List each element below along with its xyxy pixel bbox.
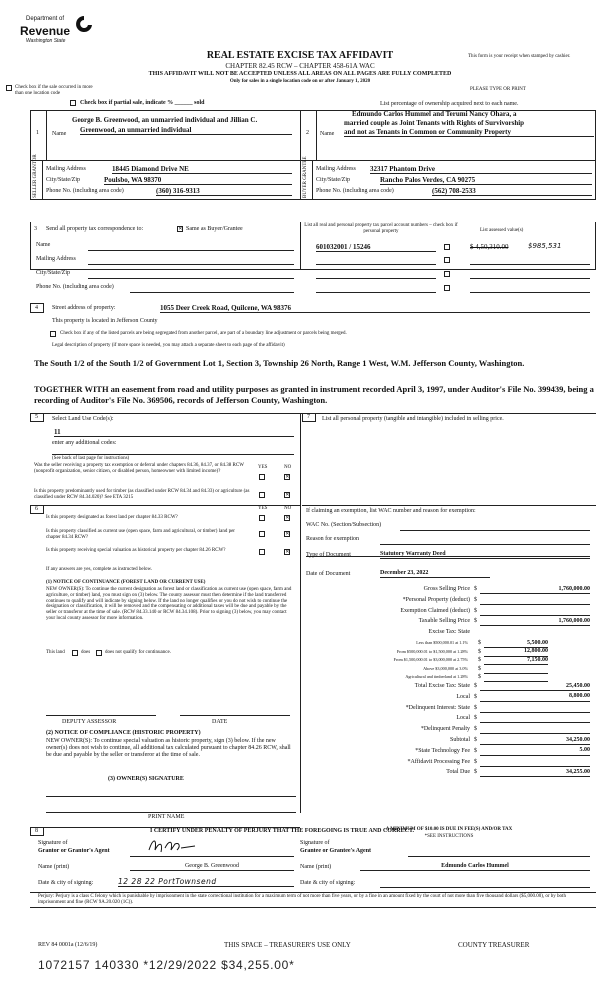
- additional-codes-label: enter any additional codes:: [52, 440, 117, 446]
- section4-num: 4: [35, 305, 38, 311]
- parcel-personal-checkbox-4[interactable]: [444, 285, 450, 291]
- buyer-name-line2[interactable]: married couple as Joint Tenants with Rights of Survivorship: [344, 119, 525, 127]
- buyer-phone-label: Phone No. (including area code): [316, 188, 394, 194]
- s5-question-1: Was the seller receiving a property tax exemption or deferral under chapters 84.36, 84.37, or 84.38 RCW (nonprofit organization, senior citizen, or disabled person, homeowner with limited income)?: [34, 463, 244, 474]
- buyer-city-label: City/State/Zip: [316, 177, 350, 183]
- s6-yes-header: YES: [258, 506, 268, 511]
- s6-if-yes: If any answers are yes, complete as instructed below.: [46, 567, 153, 572]
- see-instructions-note: *SEE INSTRUCTIONS: [424, 834, 474, 839]
- s6-question-2: Is this property classified as current use (open space, farm and agricultural, or timber) land per chapter 84.34 RCW?: [46, 529, 235, 540]
- parcel-personal-checkbox-1[interactable]: [444, 244, 450, 250]
- tax-tier5-label: Agricultural and timberland at 1.28%: [405, 674, 468, 680]
- tax-delinq-int-state-dollar: $: [474, 704, 477, 711]
- deputy-date-label: DATE: [212, 719, 228, 725]
- section6-num: 6: [35, 506, 38, 512]
- buyer-phone-value[interactable]: (562) 708-2533: [432, 187, 592, 196]
- section5-num: 5: [35, 414, 38, 420]
- seller-mail-label: Mailing Address: [46, 166, 86, 172]
- tax-tier2-dollar: $: [478, 648, 481, 655]
- same-as-buyer-checkbox[interactable]: [177, 226, 183, 232]
- tax-tier3-dollar: $: [478, 657, 481, 664]
- seller-section-num: 1: [36, 130, 39, 136]
- s6-q1-no-checkbox[interactable]: [284, 515, 290, 521]
- tax-tier1-label: Less than $500,000.01 at 1.1%: [416, 640, 468, 645]
- s6-q2-no-checkbox[interactable]: [284, 531, 290, 537]
- tax-personal-dollar: $: [474, 596, 477, 603]
- tax-affidavit-fee-label: *Affidavit Processing Fee: [407, 758, 470, 765]
- s3-phone-label: Phone No. (including area code): [36, 284, 114, 290]
- grantor-sig-label2: Grantor or Grantor's Agent: [38, 848, 110, 854]
- tax-local-dollar: $: [474, 693, 477, 700]
- buyer-name-label: Name: [320, 131, 335, 137]
- tax-tier2-label: From $500,000.01 to $1,500,000 at 1.28%: [396, 648, 468, 654]
- grantor-signature[interactable]: [145, 836, 205, 856]
- seller-phone-value[interactable]: (360) 316-9313: [156, 187, 292, 196]
- tax-personal-label: *Personal Property (deduct): [402, 596, 470, 603]
- s3-name-label: Name: [36, 242, 51, 248]
- parcel-header: List all real and personal property tax parcel account numbers – check box if personal property: [304, 223, 458, 234]
- legal-description-1[interactable]: The South 1/2 of the South 1/2 of Government Lot 1, Section 3, Township 26 North, Range 1 West, W.M. Jefferson County, Washington.: [34, 358, 525, 368]
- dor-dept-line1: Department of: [26, 16, 65, 22]
- street-address-value[interactable]: 1055 Deer Creek Road, Quilcene, WA 98376: [160, 304, 590, 313]
- land-does-not-checkbox[interactable]: [96, 650, 102, 656]
- tax-affidavit-fee-dollar: $: [474, 758, 477, 765]
- seller-name-label: Name: [52, 131, 67, 137]
- grantee-name-print[interactable]: Edmundo Carlos Hummel: [360, 863, 590, 871]
- form-warning: THIS AFFIDAVIT WILL NOT BE ACCEPTED UNLESS ALL AREAS ON ALL PAGES ARE FULLY COMPLETED: [148, 71, 452, 77]
- rev-number: REV 84 0001a (12/6/19): [38, 942, 98, 948]
- print-name-label: PRINT NAME: [148, 814, 185, 820]
- s6-question-1: Is this property designated as forest land per chapter 84.33 RCW?: [46, 515, 178, 520]
- buyer-section-num: 2: [306, 130, 309, 136]
- buyer-side-label: BUYER GRANTEE: [303, 156, 308, 198]
- street-address-label: Street address of property:: [52, 305, 116, 311]
- grantor-date-city-label: Date & city of signing:: [38, 880, 94, 886]
- dor-logo: [14, 14, 96, 50]
- pct-ownership-label: List percentage of ownership acquired next to each name.: [380, 101, 519, 107]
- legal-desc-label: Legal description of property (if more space is needed, you may attach a separate sheet to each page of the affidavit): [52, 343, 285, 348]
- tax-delinq-int-local-dollar: $: [474, 715, 477, 722]
- wac-no-label: WAC No. (Section/Subsection): [306, 522, 382, 528]
- s5-q2-no-checkbox[interactable]: [284, 492, 290, 498]
- s3-city-label: City/State/Zip: [36, 270, 70, 276]
- seller-mail-value[interactable]: 18445 Diamond Drive NE: [112, 165, 292, 174]
- form-title: REAL ESTATE EXCISE TAX AFFIDAVIT: [206, 50, 394, 61]
- grantor-name-print[interactable]: George B. Greenwood: [130, 863, 294, 871]
- tax-delinq-int-state-label: *Delinquent Interest: State: [405, 704, 470, 711]
- grantee-date-city-label: Date & city of signing:: [300, 880, 356, 886]
- seller-city-label: City/State/Zip: [46, 177, 80, 183]
- tax-tier4-label: Above $3,000,000 at 3.0%: [423, 665, 468, 671]
- assessed-header: List assessed value(s): [480, 228, 524, 233]
- section8-num: 8: [35, 828, 38, 834]
- buyer-mail-value[interactable]: 32317 Phantom Drive: [370, 165, 592, 174]
- buyer-name-line3[interactable]: and not as Tenants in Common or Community Property: [344, 128, 594, 137]
- tax-delinq-pen-label: *Delinquent Penalty: [420, 726, 470, 733]
- segregate-checkbox[interactable]: [50, 331, 56, 337]
- doc-date-value[interactable]: December 23, 2022: [380, 570, 490, 578]
- tax-taxable-dollar: $: [474, 618, 477, 625]
- tax-total-state-dollar: $: [474, 683, 477, 689]
- buyer-mail-label: Mailing Address: [316, 166, 356, 172]
- grantor-sig-label1: Signature of: [38, 840, 68, 846]
- see-back-label: (See back of last page for instructions): [52, 456, 130, 461]
- noc1-text: NEW OWNER(S): To continue the current designation as forest land or classification as current use (open space, farm and agriculture, or timber) land, you must sign on (3) below. The county assessor must then determine if the land transferred continues to qualify and will indicate by signing below. If the land no longer qualifies or you do not wish to continue the designation or classification, it will be removed and the compensating or additional taxes will be due and payable by the seller or transferor at the time of sale. (RCW 84.33.140 or RCW 84.34.108). Prior to signing (3) below, you may contact your local county assessor for more information.: [46, 587, 292, 621]
- doc-date-label: Date of Document: [306, 571, 351, 577]
- same-as-buyer-label: Same as Buyer/Grantee: [186, 226, 243, 232]
- parcel-value[interactable]: 601032001 / 15246: [316, 243, 436, 252]
- minimum-fee-note: A MINIMUM OF $10.00 IS DUE IN FEE(S) AND/OR TAX: [385, 827, 513, 832]
- tax-subtotal-dollar: $: [474, 737, 477, 743]
- dor-dept-line3: Washington State: [26, 38, 66, 44]
- assessed-value[interactable]: $985,531: [528, 242, 562, 250]
- s3-mail-label: Mailing Address: [36, 256, 76, 262]
- seller-side-label: SELLER GRANTOR: [33, 154, 38, 198]
- noc2-title: (2) NOTICE OF COMPLIANCE (HISTORIC PROPERTY): [46, 730, 201, 736]
- this-land-label: This land: [46, 650, 65, 655]
- tax-taxable-label: Taxable Selling Price: [418, 618, 470, 625]
- certify-statement: I CERTIFY UNDER PENALTY OF PERJURY THAT THE FOREGOING IS TRUE AND CORRECT.: [150, 828, 415, 834]
- tax-local-amount[interactable]: 8,800.00: [569, 693, 590, 700]
- s5-q1-yes-checkbox[interactable]: [259, 474, 265, 480]
- receipt-note: This form is your receipt when stamped by cashier.: [468, 54, 571, 59]
- s6-question-3: Is this property receiving special valuation as historical property per chapter 84.26 RCW?: [46, 548, 226, 553]
- type-or-print: PLEASE TYPE OR PRINT: [470, 87, 526, 92]
- grantee-sig-label2: Grantee or Grantee's Agent: [300, 848, 372, 854]
- tax-subtotal-amount[interactable]: 34,250.00: [566, 736, 590, 743]
- noc2-text: NEW OWNER(S): To continue special valuation as historic property, sign (3) below. If the new owner(s) does not wish to continue, all additional tax calculated pursuant to chapter 84.26 RCW, shall be due and payable by the seller or transferor at the time of sale.: [46, 738, 291, 758]
- tax-subtotal-label: Subtotal: [449, 737, 470, 743]
- noc1-title: (1) NOTICE OF CONTINUANCE (FOREST LAND OR CURRENT USE): [46, 580, 206, 585]
- s6-no-header: NO: [284, 506, 292, 511]
- tax-tier2-amount[interactable]: 12,800.00: [524, 648, 548, 655]
- seller-name-line1[interactable]: George B. Greenwood, an unmarried individual and Jillian C.: [72, 116, 258, 124]
- seller-city-value[interactable]: Poulsbo, WA 98370: [104, 176, 292, 185]
- tax-exemption-dollar: $: [474, 607, 477, 614]
- legal-description-2[interactable]: TOGETHER WITH an easement from road and utility purposes as granted in instrument recorded April 3, 1997, under Auditor's File No. 399439, being a recording of Auditor's File No. 369506, records of Jefferson County, Washington.: [34, 384, 594, 406]
- tax-tier5-dollar: $: [478, 674, 481, 681]
- s6-q2-yes-checkbox[interactable]: [259, 531, 265, 537]
- form-chapter: CHAPTER 82.45 RCW – CHAPTER 458-61A WAC: [225, 62, 375, 70]
- dor-swirl-icon: [74, 14, 94, 36]
- seller-phone-label: Phone No. (including area code): [46, 188, 124, 194]
- tax-total-due-amount[interactable]: 34,255.00: [566, 768, 590, 775]
- s5-q1-no-checkbox[interactable]: [284, 474, 290, 480]
- wac-claim-label: If claiming an exemption, list WAC number and reason for exemption:: [306, 508, 476, 514]
- tax-tier1-amount[interactable]: 5,500.00: [527, 639, 548, 646]
- tax-total-state-amount[interactable]: 25,450.00: [566, 682, 590, 689]
- dor-dept-line2: Revenue: [20, 24, 71, 38]
- only-for-sales: Only for sales in a single location code on or after January 1, 2020: [229, 79, 371, 84]
- tax-total-due-dollar: $: [474, 769, 477, 776]
- assessed-struck-value: $ 4,50,310.00: [470, 243, 509, 251]
- owner-signature-label: (3) OWNER(S) SIGNATURE: [108, 776, 184, 782]
- s6-q3-no-checkbox[interactable]: [284, 549, 290, 555]
- tax-delinq-pen-dollar: $: [474, 726, 477, 733]
- parcel-personal-checkbox-3[interactable]: [444, 271, 450, 277]
- tax-excise-label: Excise Tax: State: [428, 629, 470, 636]
- land-does-not-label: does not qualify for continuance.: [105, 650, 171, 655]
- tax-taxable-amount[interactable]: 1,760,000.00: [558, 617, 590, 624]
- personal-property-label: List all personal property (tangible and intangible) included in selling price.: [322, 416, 504, 422]
- tax-gross-amount[interactable]: 1,760,000.00: [558, 585, 590, 592]
- tax-tier1-dollar: $: [478, 640, 481, 646]
- tax-gross-dollar: $: [474, 586, 477, 592]
- partial-sale-checkbox[interactable]: [70, 100, 76, 106]
- tax-tech-fee-label: *State Technology Fee: [415, 747, 470, 754]
- tax-total-due-label: Total Due: [446, 769, 470, 776]
- partial-sale-label: Check box if partial sale, indicate % ______ sold: [80, 100, 205, 106]
- s6-q3-yes-checkbox[interactable]: [259, 549, 265, 555]
- section3-num: 3: [34, 226, 37, 232]
- tax-tier4-dollar: $: [478, 665, 481, 672]
- county-treasurer: COUNTY TREASURER: [458, 941, 530, 949]
- county-line: This property is located in Jefferson County: [52, 318, 158, 324]
- s5-yes-header: YES: [258, 465, 268, 470]
- tax-tier3-amount[interactable]: 7,150.00: [527, 656, 548, 663]
- perjury-notice: Perjury: Perjury is a class C felony which is punishable by imprisonment in the state correctional institution for a maximum term of not more than five years, or by a fine in an amount fixed by the court of not more than five thousand dollars ($5,000.00), or by both imprisonment and fine (RCW 9A.20.020 (1C)).: [38, 894, 566, 905]
- tax-gross-label: Gross Selling Price: [423, 586, 470, 592]
- s5-question-2: Is this property predominantly used for timber (as classified under RCW 84.34 and 84.33) or agriculture (as classified under RCW 84.34.020)? See ETA 3215: [34, 489, 250, 500]
- doc-type-label: Type of Document: [306, 552, 351, 558]
- grantor-name-print-label: Name (print): [38, 864, 70, 870]
- exemption-reason-label: Reason for exemption: [306, 536, 359, 542]
- buyer-name-line1[interactable]: Edmundo Carlos Hummel and Terumi Nancy Ohara, a: [352, 110, 517, 118]
- seller-name-line2[interactable]: Greenwood, an unmarried individual: [80, 126, 292, 135]
- s5-no-header: NO: [284, 465, 292, 470]
- grantor-date-city[interactable]: 12 28 22 PortTownsend: [118, 877, 294, 887]
- s6-q1-yes-checkbox[interactable]: [259, 515, 265, 521]
- multi-location-checkbox[interactable]: [6, 85, 12, 91]
- receipt-stamp: 1072157 140330 *12/29/2022 $34,255.00*: [38, 958, 295, 972]
- doc-type-value[interactable]: Statutory Warranty Deed: [380, 551, 590, 559]
- grantee-name-print-label: Name (print): [300, 864, 332, 870]
- tax-tier3-label: From $1,500,000.01 to $3,000,000 at 2.75%: [393, 657, 468, 663]
- tax-local-label: Local: [456, 693, 470, 700]
- multi-location-label: Check box if the sale occurred in more than one location code: [15, 85, 93, 96]
- grantee-sig-label1: Signature of: [300, 840, 330, 846]
- section7-num: 7: [307, 414, 310, 420]
- treasurer-use-only: THIS SPACE – TREASURER'S USE ONLY: [224, 941, 351, 949]
- parcel-personal-checkbox-2[interactable]: [444, 257, 450, 263]
- tax-total-state-label: Total Excise Tax: State: [414, 683, 470, 689]
- segregate-label: Check box if any of the listed parcels are being segregated from another parcel, are part of a boundary line adjustment or parcels being merged.: [60, 331, 347, 336]
- land-use-code[interactable]: 11: [54, 428, 294, 437]
- land-use-label: Select Land Use Code(s):: [52, 416, 114, 422]
- tax-tech-fee-dollar: $: [474, 747, 477, 754]
- deputy-assessor-label: DEPUTY ASSESSOR: [62, 719, 117, 725]
- buyer-city-value[interactable]: Rancho Palos Verdes, CA 90275: [380, 176, 592, 185]
- s5-q2-yes-checkbox[interactable]: [259, 492, 265, 498]
- land-does-checkbox[interactable]: [72, 650, 78, 656]
- section3-label: Send all property tax correspondence to:: [46, 226, 144, 232]
- tax-exemption-label: Exemption Claimed (deduct): [400, 607, 470, 614]
- land-does-label: does: [81, 650, 91, 655]
- tax-tech-fee-amount[interactable]: 5.00: [579, 747, 590, 754]
- tax-delinq-int-local-label: Local: [456, 715, 470, 722]
